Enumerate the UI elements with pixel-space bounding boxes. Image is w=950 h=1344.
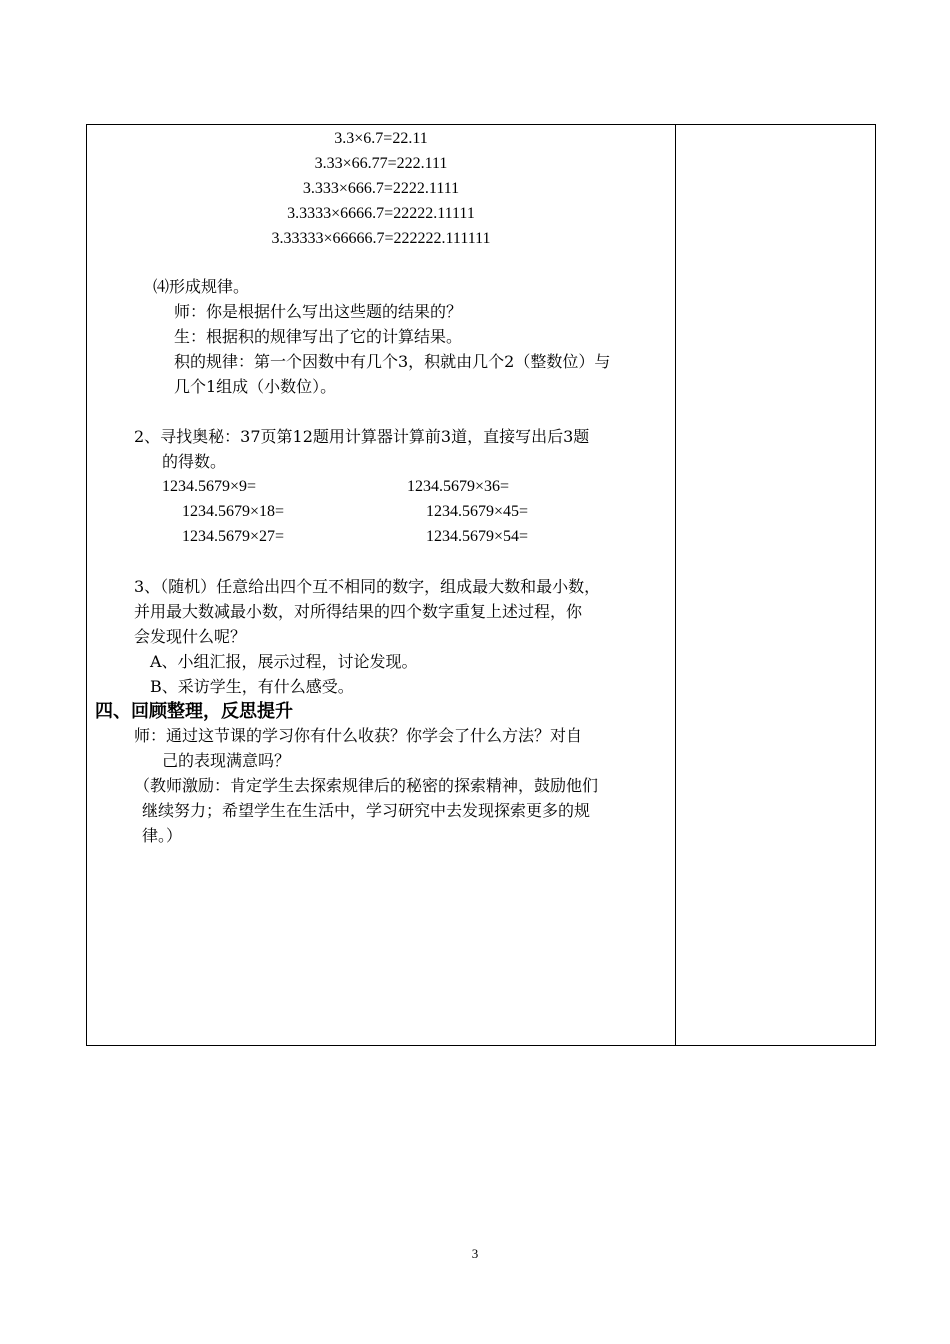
rule-text: 积的规律：第一个因数中有几个3，积就由几个2（整数位）与 (174, 352, 611, 371)
page-number: 3 (471, 1246, 479, 1261)
equation-line: 3.3×6.7=22.11 (334, 130, 428, 147)
item3-text: 会发现什么呢？ (134, 627, 247, 646)
rule-text: 几个1组成（小数位）。 (174, 377, 337, 396)
equation-line: 3.33333×66666.7=222222.111111 (271, 230, 491, 247)
section-heading: 四、回顾整理，反思提升 (95, 701, 293, 722)
multiplication-exercise: 1234.5679×45= (426, 503, 529, 520)
equation-line: 3.333×666.7=2222.1111 (302, 180, 460, 197)
lesson-table (86, 124, 876, 1046)
activity-b: B、采访学生，有什么感受。 (150, 677, 354, 696)
item3-text: 3、（随机）任意给出四个互不相同的数字，组成最大数和最小数， (134, 577, 601, 596)
equation-line: 3.3333×6666.7=22222.11111 (287, 205, 475, 222)
multiplication-exercise: 1234.5679×9= (162, 478, 257, 495)
step-title: ⑷形成规律。 (153, 277, 250, 296)
column-divider (675, 125, 676, 1045)
multiplication-exercise: 1234.5679×27= (182, 528, 285, 545)
teacher-note: （教师激励：肯定学生去探索规律后的秘密的探索精神，鼓励他们 (134, 776, 599, 795)
item3-text: 并用最大数减最小数，对所得结果的四个数字重复上述过程，你 (134, 602, 583, 621)
teacher-note: 律。） (142, 826, 183, 845)
item2-text: 的得数。 (162, 452, 227, 471)
item2-text: 2、寻找奥秘：37页第12题用计算器计算前3道，直接写出后3题 (134, 427, 590, 446)
multiplication-exercise: 1234.5679×54= (426, 528, 529, 545)
equation-line: 3.33×66.77=222.111 (314, 155, 448, 172)
multiplication-exercise: 1234.5679×18= (182, 503, 285, 520)
review-teacher: 师：通过这节课的学习你有什么收获？你学会了什么方法？对自 (134, 726, 583, 745)
multiplication-exercise: 1234.5679×36= (407, 478, 510, 495)
review-teacher: 己的表现满意吗？ (162, 751, 291, 770)
student-answer: 生：根据积的规律写出了它的计算结果。 (174, 327, 463, 346)
teacher-question: 师：你是根据什么写出这些题的结果的？ (174, 302, 463, 321)
activity-a: A、小组汇报，展示过程，讨论发现。 (150, 652, 418, 671)
teacher-note: 继续努力；希望学生在生活中，学习研究中去发现探索更多的规 (142, 801, 591, 820)
